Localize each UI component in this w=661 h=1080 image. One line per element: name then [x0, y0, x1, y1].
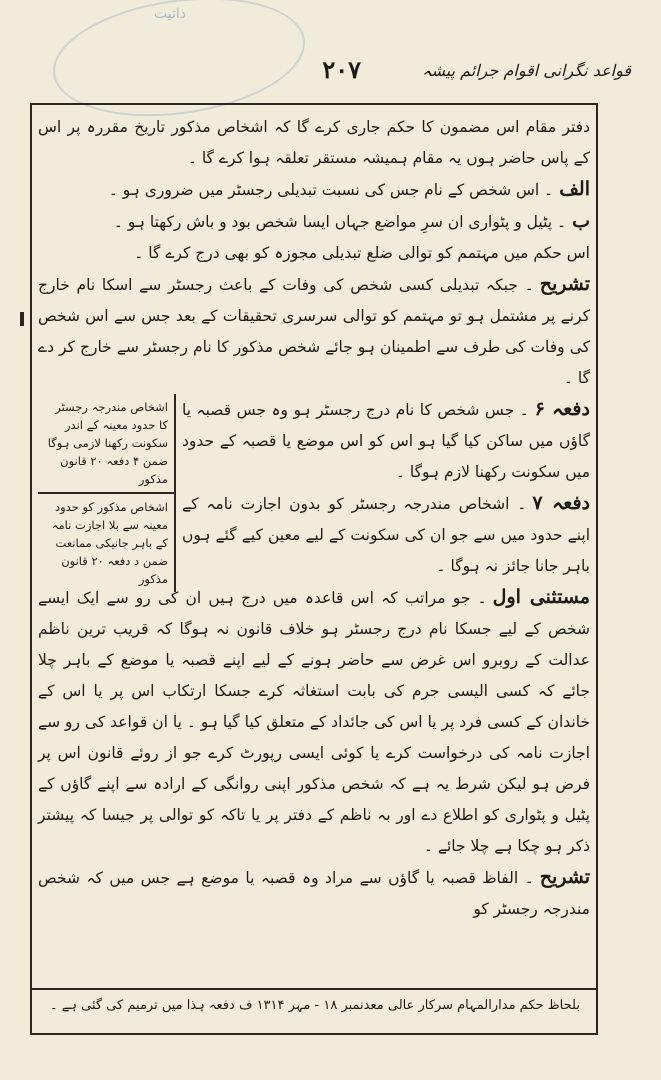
sections-with-side-notes: [38, 394, 590, 586]
section-6: [182, 394, 590, 488]
footnote-divider: [30, 988, 598, 990]
page-header: [30, 55, 631, 95]
stamp-text: ذاتیت: [154, 6, 186, 22]
document-body: [38, 112, 590, 925]
exception-1-text: ۔ جو مراتب کہ اس قاعدہ میں درج ہیں ان کی رو سے ایک ایسے شخص کے لیے جسکا نام درج رجسٹر ہو خلاف قانون نہ ہوگا کہ قریب ترین ناظم عدالت کے روبرو اس غرض سے حاضر ہونے کے لیے اپنے قصبہ یا موضع کے باہر چلا جائے کہ کسی الیسی جرم کی بابت استغاثہ کرے جسکا ارتکاب اس پر یا اس کے خاندان کے کسی فرد پر یا اس کی جائداد کے متعلق کیا گیا ہو ۔ یا ان قواعد کی رو سے اجازت نامہ کی درخواست کرے یا کوئی ایسی رپورٹ کرے جو از روئے قانون اس پر فرض ہو لیکن شرط یہ ہے کہ شخص مذکور اپنی روانگی کے ارادہ سے اپنے گاؤں کے پٹیل و پٹواری کو اطلاع دے اور بہ ناظم کے دفتر پر یا تاکہ کو توالی پر جیسا کہ پیشتر ذکر ہو چکا ہے چلا جائے ۔: [38, 589, 590, 855]
sections-text: [182, 394, 590, 582]
tashreeh-2-label: تشریح: [539, 866, 590, 888]
side-note-2: اشخاص مذکور کو حدود معینہ سے بلا اجازت نامہ کے باہر جانیکی ممانعت ضمن د دفعہ ۲۰ قانون مذکور: [51, 500, 168, 586]
clause-be: [38, 206, 590, 238]
clause-alif-text: ۔ اس شخص کے نام جس کی نسبت تبدیلی رجسٹر میں ضروری ہو ۔: [108, 181, 554, 199]
side-notes: [38, 394, 176, 592]
exception-1: [38, 582, 590, 862]
section-7-label: دفعہ ۷: [532, 492, 590, 514]
section-6-label: دفعہ ۶: [534, 398, 590, 420]
intro-paragraph: دفتر مقام اس مضمون کا حکم جاری کرے گا کہ اشخاص مذکور تاریخ مقررہ پر اس کے پاس حاضر ہوں یہ مقام ہمیشہ مستقر تعلقہ ہوا کرے گا ۔: [38, 118, 590, 167]
running-head: قواعد نگرانی اقوام جرائم پیشہ: [422, 61, 631, 80]
section-7-text: ۔ اشخاص مندرجہ رجسٹر کو بدون اجازت نامہ کے اپنے حدود میں سے جو ان کی سکونت کے لیے معین کیے گئے ہوں باہر جانا جائز نہ ہوگا ۔: [182, 495, 590, 575]
page-number: ۲۰۷: [322, 55, 361, 84]
clause-be-label: ب: [572, 210, 590, 232]
tashreeh-2-text: ۔ الفاظ قصبہ یا گاؤں سے مراد وہ قصبہ یا موضع ہے جس میں کہ شخص مندرجہ رجسٹر کو: [38, 869, 590, 918]
footnote: بلحاظ حکم مدارالمہام سرکار عالی معدنمبر ۱۸ - مہر ۱۳۱۴ ف دفعہ ہذا میں ترمیم کی گئی ہے ۔: [50, 998, 580, 1013]
exception-1-label: مستثنی اول: [492, 586, 590, 608]
tashreeh-1-text: ۔ جبکہ تبدیلی کسی شخص کی وفات کے باعث رجسٹر سے اسکا نام خارج کرنے پر مشتمل ہو تو مہتمم کو توالی سرسری تحقیقات کے بعد جس سے اس شخص کی وفات کی طرف سے اطمینان ہو جائے شخص مذکور کا نام رجسٹر سے خارج کر دے گا ۔: [38, 276, 590, 387]
clause-alif-label: الف: [559, 178, 590, 200]
tashreeh-1: [38, 269, 590, 394]
tashreeh-2: [38, 862, 590, 925]
section-7: [182, 488, 590, 582]
section-6-text: ۔ جس شخص کا نام درج رجسٹر ہو وہ جس قصبہ یا گاؤں میں ساکن کیا گیا ہو اس کو اس موضع یا قصبہ کے حدود میں سکونت رکھنا لازم ہوگا ۔: [182, 401, 590, 481]
margin-mark: [20, 312, 24, 326]
tashreeh-1-label: تشریح: [539, 273, 590, 295]
clause-be-text: ۔ پٹیل و پٹواری ان سرِ مواضع جہاں ایسا شخص بود و باش رکھتا ہو ۔: [113, 213, 567, 231]
clause-after: اس حکم میں مہتمم کو توالی ضلع تبدیلی مجوزہ کو بھی درج کرے گا ۔: [134, 244, 590, 262]
side-note-1: اشخاص مندرجہ رجسٹر کا حدود معینہ کے اندر سکونت رکھنا لازمی ہوگا ضمن ۴ دفعہ ۲۰ قانون مذکور: [38, 394, 174, 494]
clause-alif: [38, 174, 590, 206]
